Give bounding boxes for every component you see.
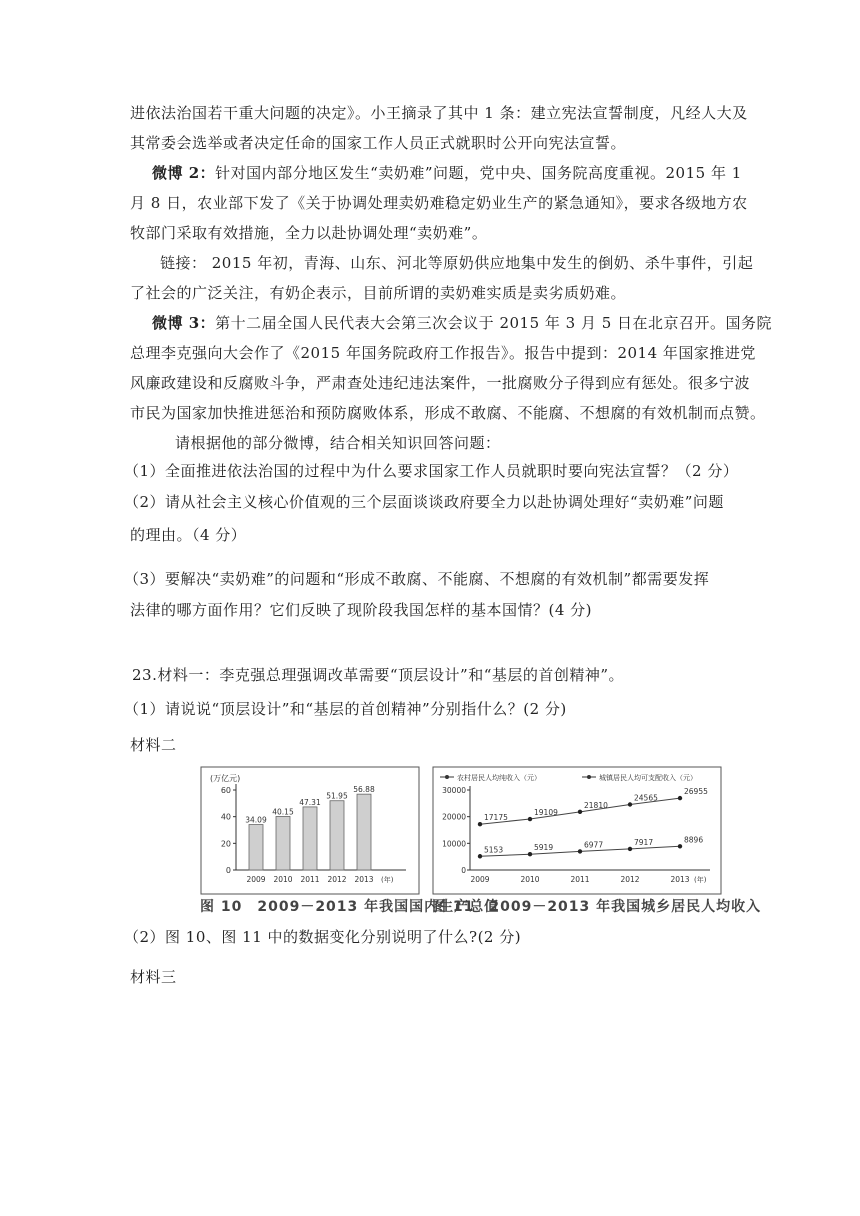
bar-value-label: 47.31 xyxy=(299,797,321,807)
data-label: 5919 xyxy=(534,843,554,853)
data-point xyxy=(678,796,682,800)
paragraph-line: 市民为国家加快推进惩治和预防腐败体系，形成不敢腐、不能腐、不想腐的有效机制而点赞。 xyxy=(130,404,766,422)
instruction-line: 请根据他的部分微博，结合相关知识回答问题： xyxy=(175,434,501,452)
x-axis-unit: (年) xyxy=(381,876,394,884)
paragraph-line: 月 8 日，农业部下发了《关于协调处理卖奶难稳定奶业生产的紧急通知》，要求各级地方农 xyxy=(130,194,748,212)
link-line: 链接： 2015 年初，青海、山东、河北等原奶供应地集中发生的倒奶、杀牛事件，引起 xyxy=(160,254,754,272)
data-point xyxy=(628,847,632,851)
income-line-chart xyxy=(432,766,722,896)
x-tick-label: 2013 xyxy=(670,875,690,884)
data-label: 17175 xyxy=(484,813,508,823)
material-3-label: 材料三 xyxy=(130,968,177,986)
question-1: （1）全面推进依法治国的过程中为什么要求国家工作人员就职时要向宪法宣誓？（2 分） xyxy=(124,462,739,480)
data-point xyxy=(528,817,532,821)
question-2-cont: 的理由。（4 分） xyxy=(130,526,247,544)
paragraph-line: 进依法治国若干重大问题的决定》。小王摘录了其中 1 条：建立宪法宣誓制度，凡经人大及 xyxy=(130,104,748,122)
legend-marker xyxy=(587,775,591,779)
data-label: 19109 xyxy=(534,808,558,818)
bar xyxy=(330,801,344,870)
data-label: 8896 xyxy=(684,835,704,845)
x-tick-label: 2011 xyxy=(570,875,590,884)
question-23: 23.材料一：李克强总理强调改革需要“顶层设计”和“基层的首创精神”。 xyxy=(132,666,625,684)
data-point xyxy=(528,852,532,856)
question-23-2: （2）图 10、图 11 中的数据变化分别说明了什么?(2 分) xyxy=(124,928,522,946)
y-tick-label: 20 xyxy=(220,839,231,849)
data-label: 7917 xyxy=(634,837,654,847)
weibo-3-line xyxy=(152,313,772,333)
paragraph-line: 了社会的广泛关注，有奶企表示，目前所谓的卖奶难实质是卖劣质奶难。 xyxy=(130,284,627,302)
data-point xyxy=(478,822,482,826)
x-tick-label: 2009 xyxy=(246,875,266,884)
data-label: 26955 xyxy=(684,787,708,797)
weibo-3-text: 第十二届全国人民代表大会第三次会议于 2015 年 3 月 5 日在北京召开。国务院 xyxy=(215,314,773,332)
bar xyxy=(276,816,290,870)
figure-11-caption: 图 11 2009－2013 年我国城乡居民人均收入 xyxy=(432,899,762,915)
gdp-bar-chart xyxy=(200,766,420,896)
bar-value-label: 40.15 xyxy=(272,807,294,817)
weibo-2-heading: 微博 2： xyxy=(152,164,216,182)
bar xyxy=(303,807,317,870)
y-tick-label: 0 xyxy=(225,866,231,875)
question-3: （3）要解决“卖奶难”的问题和“形成不敢腐、不能腐、不想腐的有效机制”都需要发挥 xyxy=(124,570,710,588)
y-tick-label: 60 xyxy=(220,786,231,795)
bar-value-label: 56.88 xyxy=(353,785,375,795)
bar-value-label: 51.95 xyxy=(326,791,348,801)
bar xyxy=(249,825,263,870)
data-point xyxy=(478,854,482,858)
data-point xyxy=(578,810,582,814)
legend-label: 城镇居民人均可支配收入（元） xyxy=(599,774,697,782)
paragraph-line: 其常委会选举或者决定任命的国家工作人员正式就职时公开向宪法宣誓。 xyxy=(130,134,627,152)
figure-10-caption: 图 10 2009－2013 年我国国内生产总值 xyxy=(200,899,500,915)
paragraph-line: 风廉政建设和反腐败斗争，严肃查处违纪违法案件，一批腐败分子得到应有惩处。很多宁波 xyxy=(130,374,751,392)
legend-label: 农村居民人均纯收入（元） xyxy=(457,774,541,782)
weibo-2-text: 针对国内部分地区发生“卖奶难”问题，党中央、国务院高度重视。2015 年 1 xyxy=(215,164,742,182)
paragraph-line: 总理李克强向大会作了《2015 年国务院政府工作报告》。报告中提到：2014 年国家推进党 xyxy=(130,344,756,362)
bar xyxy=(357,794,371,870)
y-axis-label: (万亿元) xyxy=(210,774,241,783)
y-tick-label: 30000 xyxy=(442,786,466,795)
data-label: 6977 xyxy=(584,840,604,850)
legend-marker xyxy=(445,775,449,779)
paragraph-line: 牧部门采取有效措施，全力以赴协调处理“卖奶难”。 xyxy=(130,224,488,242)
weibo-2-line xyxy=(152,163,742,183)
data-point xyxy=(578,849,582,853)
question-23-1: （1）请说说“顶层设计”和“基层的首创精神”分别指什么？(2 分) xyxy=(124,700,567,718)
x-tick-label: 2013 xyxy=(354,875,374,884)
y-tick-label: 10000 xyxy=(442,839,466,849)
x-axis-unit: (年) xyxy=(694,876,707,884)
weibo-3-heading: 微博 3： xyxy=(152,314,216,332)
y-tick-label: 20000 xyxy=(442,812,466,822)
y-tick-label: 40 xyxy=(220,812,231,822)
question-2: （2）请从社会主义核心价值观的三个层面谈谈政府要全力以赴协调处理好“卖奶难”问题 xyxy=(124,493,724,511)
data-label: 24565 xyxy=(634,793,658,803)
x-tick-label: 2009 xyxy=(470,875,490,884)
data-label: 5153 xyxy=(484,845,504,855)
data-label: 21810 xyxy=(584,800,608,810)
y-tick-label: 0 xyxy=(461,866,466,875)
x-tick-label: 2012 xyxy=(327,875,347,884)
data-point xyxy=(628,802,632,806)
x-tick-label: 2010 xyxy=(520,875,540,884)
x-tick-label: 2012 xyxy=(620,875,640,884)
material-2-label: 材料二 xyxy=(130,736,177,754)
question-3-cont: 法律的哪方面作用？它们反映了现阶段我国怎样的基本国情？(4 分) xyxy=(130,601,593,619)
x-tick-label: 2011 xyxy=(300,875,320,884)
bar-value-label: 34.09 xyxy=(245,815,267,825)
x-tick-label: 2010 xyxy=(273,875,293,884)
data-point xyxy=(678,844,682,848)
